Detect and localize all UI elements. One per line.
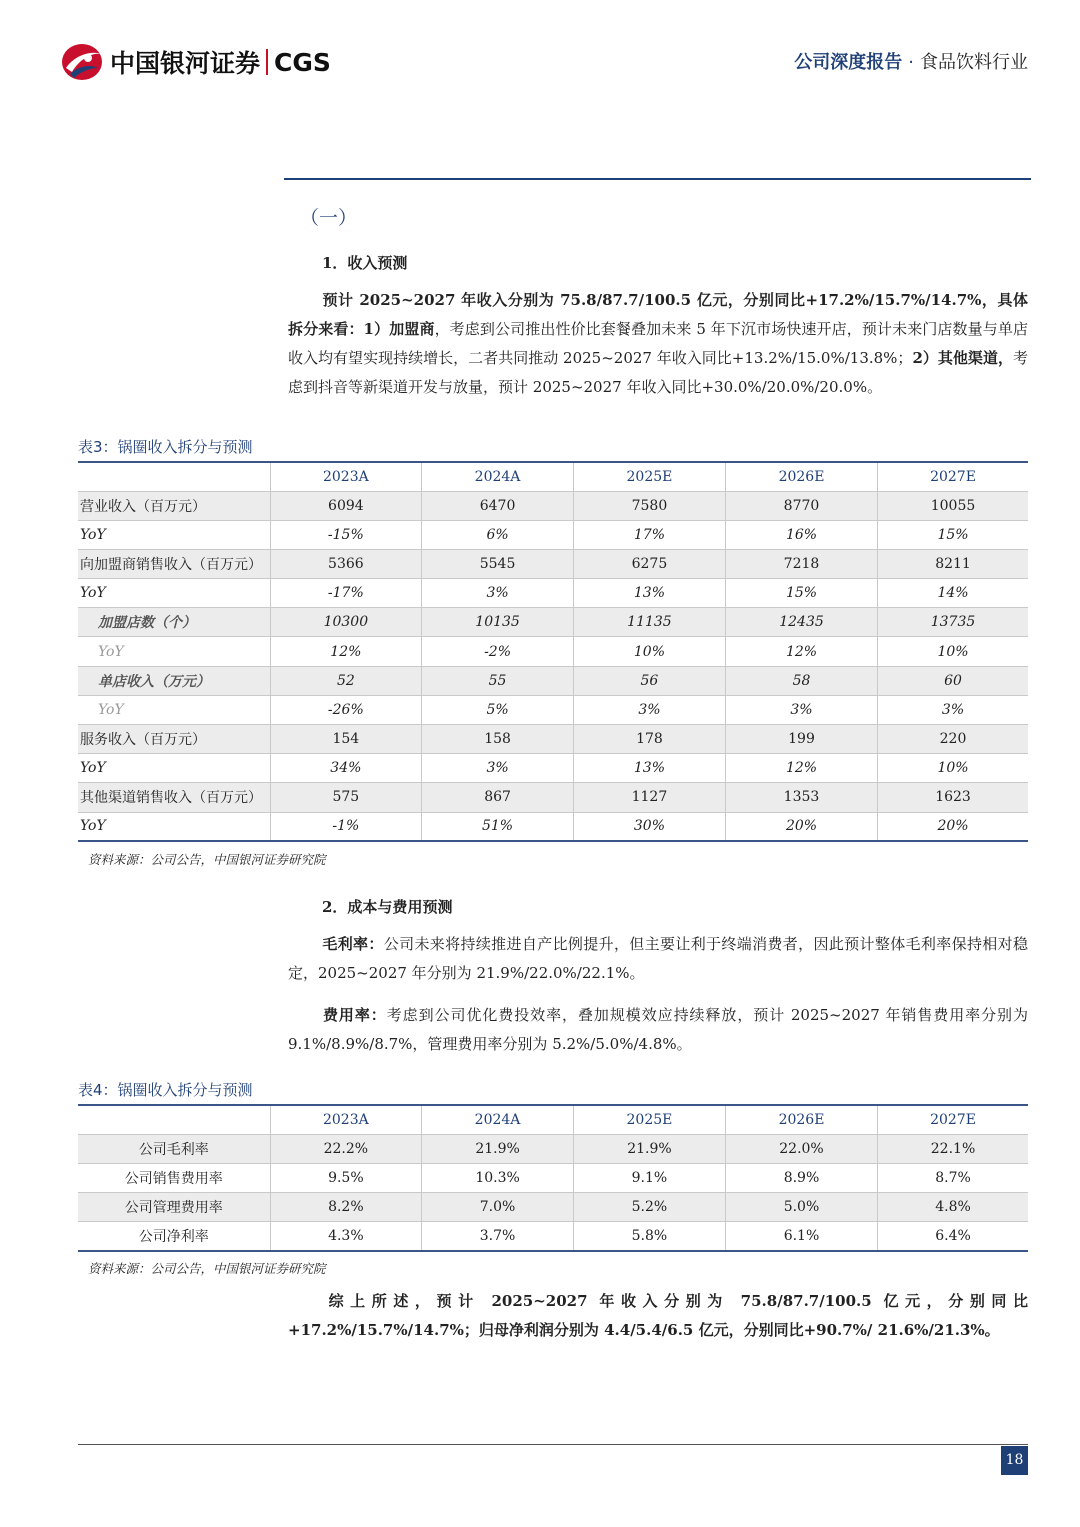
table-cell: 5.0% [725,1192,877,1221]
table-cell: 52 [270,666,422,695]
gross-margin-label: 毛利率： [322,935,384,953]
galaxy-logo-icon [60,42,104,82]
logo-cgs: CGS [274,47,331,77]
table-cell: 10055 [878,491,1028,520]
table-cell: 10% [878,754,1028,783]
margin-forecast-table [78,1104,1028,1252]
table-cell: -1% [270,812,422,841]
table-cell: 6275 [573,549,725,578]
table-cell: 10% [573,637,725,666]
table-header-row [78,1105,1028,1134]
table-cell: -26% [270,695,422,724]
table-cell: 6.4% [878,1222,1028,1251]
row-label: YoY [78,695,270,724]
table-cell: 60 [878,666,1028,695]
revenue-tail: 考虑到抖音等新渠道开发与放量，预计 2025~2027 年收入同比+30.0%/20.0%/20.0%。 [288,349,1028,396]
table-cell: 16% [725,520,877,549]
table-row [78,1163,1028,1192]
summary-text: 综上所述，预计 2025~2027 年收入分别为 75.8/87.7/100.5 亿元，分别同比+17.2%/15.7%/14.7%；归母净利润分别为 4.4/5.4/6.5 亿元，分别同比+90.7%/ 21.6%/21.3%。 [288,1292,1028,1339]
table-cell: 56 [573,666,725,695]
table-cell: 12% [270,637,422,666]
gross-margin-paragraph [288,930,1028,988]
header-cell-label [78,1105,270,1134]
table-cell: 3% [878,695,1028,724]
table-cell: 10.3% [422,1163,574,1192]
table-cell: 51% [422,812,574,841]
table-row [78,579,1028,608]
report-type-separator: · [908,52,914,73]
table-cell: 17% [573,520,725,549]
gross-margin-text: 公司未来将持续推进自产比例提升，但主要让利于终端消费者，因此预计整体毛利率保持相对稳定，2025~2027 年分别为 21.9%/22.0%/22.1%。 [288,935,1028,982]
table-cell: -15% [270,520,422,549]
top-divider [284,178,1031,180]
table-cell: 21.9% [573,1134,725,1163]
table-cell: 867 [422,783,574,812]
table-cell: 21.9% [422,1134,574,1163]
table-cell: 10% [878,637,1028,666]
table2-title: 表4：锅圈收入拆分与预测 [78,1081,253,1099]
table-cell: 30% [573,812,725,841]
table-row [78,666,1028,695]
header-cell-label [78,462,270,491]
table-cell: 9.5% [270,1163,422,1192]
table-cell: 14% [878,579,1028,608]
table-cell: 3.7% [422,1222,574,1251]
table-cell: 7.0% [422,1192,574,1221]
table-cell: 3% [422,579,574,608]
table-cell: 13735 [878,608,1028,637]
table-cell: 12% [725,637,877,666]
table-row [78,549,1028,578]
row-label: 单店收入（万元） [78,666,270,695]
table-row [78,725,1028,754]
table-cell: 12% [725,754,877,783]
expense-paragraph [288,1001,1028,1059]
table-row [78,695,1028,724]
table-row [78,754,1028,783]
table-cell: 22.1% [878,1134,1028,1163]
table-cell: 12435 [725,608,877,637]
table-cell: 199 [725,725,877,754]
table-cell: 178 [573,725,725,754]
header-cell-year: 2025E [573,462,725,491]
report-type [794,48,1028,74]
table-cell: 8.2% [270,1192,422,1221]
table-cell: 22.0% [725,1134,877,1163]
row-label: YoY [78,754,270,783]
row-label: 服务收入（百万元） [78,725,270,754]
expense-text: 考虑到公司优化费投效率，叠加规模效应持续释放，预计 2025~2027 年销售费用率分别为 9.1%/8.9%/8.7%，管理费用率分别为 5.2%/5.0%/4.8%。 [288,1006,1028,1053]
table-cell: 5366 [270,549,422,578]
table-cell: 9.1% [573,1163,725,1192]
table-row [78,812,1028,841]
table-cell: 1623 [878,783,1028,812]
logo-text: 中国银河证券 [110,49,261,78]
page-number: 18 [1001,1446,1028,1475]
table-row [78,1134,1028,1163]
revenue-mid: ，考虑到公司推出性价比套餐叠加未来 5 年下沉市场快速开店，预计未来门店数量与单店收入均有望实现持续增长，二者共同推动 2025~2027 年收入同比+13.2%/15.0%/13.8%； [288,320,1028,367]
table-cell: 10300 [270,608,422,637]
header-cell-year: 2026E [725,462,877,491]
table-cell: 22.2% [270,1134,422,1163]
table-cell: 8.9% [725,1163,877,1192]
table-cell: 15% [878,520,1028,549]
table-cell: 4.8% [878,1192,1028,1221]
table-cell: 13% [573,754,725,783]
section-heading: （一） [300,207,358,229]
table-cell: 34% [270,754,422,783]
header-cell-year: 2023A [270,462,422,491]
row-label: 公司管理费用率 [78,1192,270,1221]
table-cell: 5.8% [573,1222,725,1251]
row-label: YoY [78,812,270,841]
header-cell-year: 2025E [573,1105,725,1134]
table-cell: 13% [573,579,725,608]
table-cell: 220 [878,725,1028,754]
cost-heading: 2．成本与费用预测 [322,898,453,916]
table-cell: -2% [422,637,574,666]
summary-paragraph [288,1287,1028,1345]
row-label: 公司净利率 [78,1222,270,1251]
header-cell-year: 2024A [422,1105,574,1134]
table-cell: 6094 [270,491,422,520]
table-cell: 8.7% [878,1163,1028,1192]
table2-source: 资料来源：公司公告，中国银河证券研究院 [88,1261,326,1276]
table-row [78,520,1028,549]
table-cell: 58 [725,666,877,695]
table-cell: 6470 [422,491,574,520]
industry-label: 食品饮料行业 [920,52,1028,73]
table-cell: 55 [422,666,574,695]
revenue-forecast-table [78,461,1028,842]
table-cell: 5.2% [573,1192,725,1221]
table-row [78,491,1028,520]
row-label: YoY [78,579,270,608]
table-cell: 8770 [725,491,877,520]
header-cell-year: 2027E [878,462,1028,491]
report-type-label: 公司深度报告 [794,52,903,73]
row-label: 营业收入（百万元） [78,491,270,520]
header-cell-year: 2027E [878,1105,1028,1134]
table-cell: 7580 [573,491,725,520]
table-cell: 154 [270,725,422,754]
table-row [78,637,1028,666]
header-cell-year: 2024A [422,462,574,491]
table-row [78,1192,1028,1221]
header-cell-year: 2023A [270,1105,422,1134]
revenue-heading: 1．收入预测 [322,254,408,272]
table-cell: 158 [422,725,574,754]
table-row [78,608,1028,637]
table-cell: 10135 [422,608,574,637]
row-label: 其他渠道销售收入（百万元） [78,783,270,812]
table-cell: 8211 [878,549,1028,578]
row-label: 公司销售费用率 [78,1163,270,1192]
row-label: YoY [78,520,270,549]
table-cell: 5% [422,695,574,724]
table-cell: 7218 [725,549,877,578]
table-cell: -17% [270,579,422,608]
table1-source: 资料来源：公司公告，中国银河证券研究院 [88,852,326,867]
table-cell: 6.1% [725,1222,877,1251]
table-cell: 575 [270,783,422,812]
table-cell: 1127 [573,783,725,812]
table-header-row [78,462,1028,491]
table-cell: 20% [878,812,1028,841]
brand-logo [60,40,331,84]
logo-divider [266,49,268,75]
table-cell: 15% [725,579,877,608]
revenue-other-channel: 2）其他渠道， [912,349,1013,367]
table-cell: 5545 [422,549,574,578]
expense-label: 费用率： [322,1006,387,1024]
revenue-paragraph [288,286,1028,402]
row-label: 向加盟商销售收入（百万元） [78,549,270,578]
row-label: YoY [78,637,270,666]
footer-divider [78,1444,1028,1445]
table-cell: 1353 [725,783,877,812]
table-cell: 3% [725,695,877,724]
table-row [78,1222,1028,1251]
table-cell: 3% [573,695,725,724]
table-cell: 3% [422,754,574,783]
row-label: 公司毛利率 [78,1134,270,1163]
row-label: 加盟店数（个） [78,608,270,637]
table-cell: 4.3% [270,1222,422,1251]
revenue-lead: 预计 2025~2027 年收入分别为 75.8/87.7/100.5 亿元，分别同比+17.2%/15.7%/14.7%，具体拆分来看：1）加盟商 [288,291,1028,338]
table-cell: 11135 [573,608,725,637]
table1-title: 表3：锅圈收入拆分与预测 [78,438,253,456]
table-cell: 6% [422,520,574,549]
table-row [78,783,1028,812]
table-cell: 20% [725,812,877,841]
header-cell-year: 2026E [725,1105,877,1134]
